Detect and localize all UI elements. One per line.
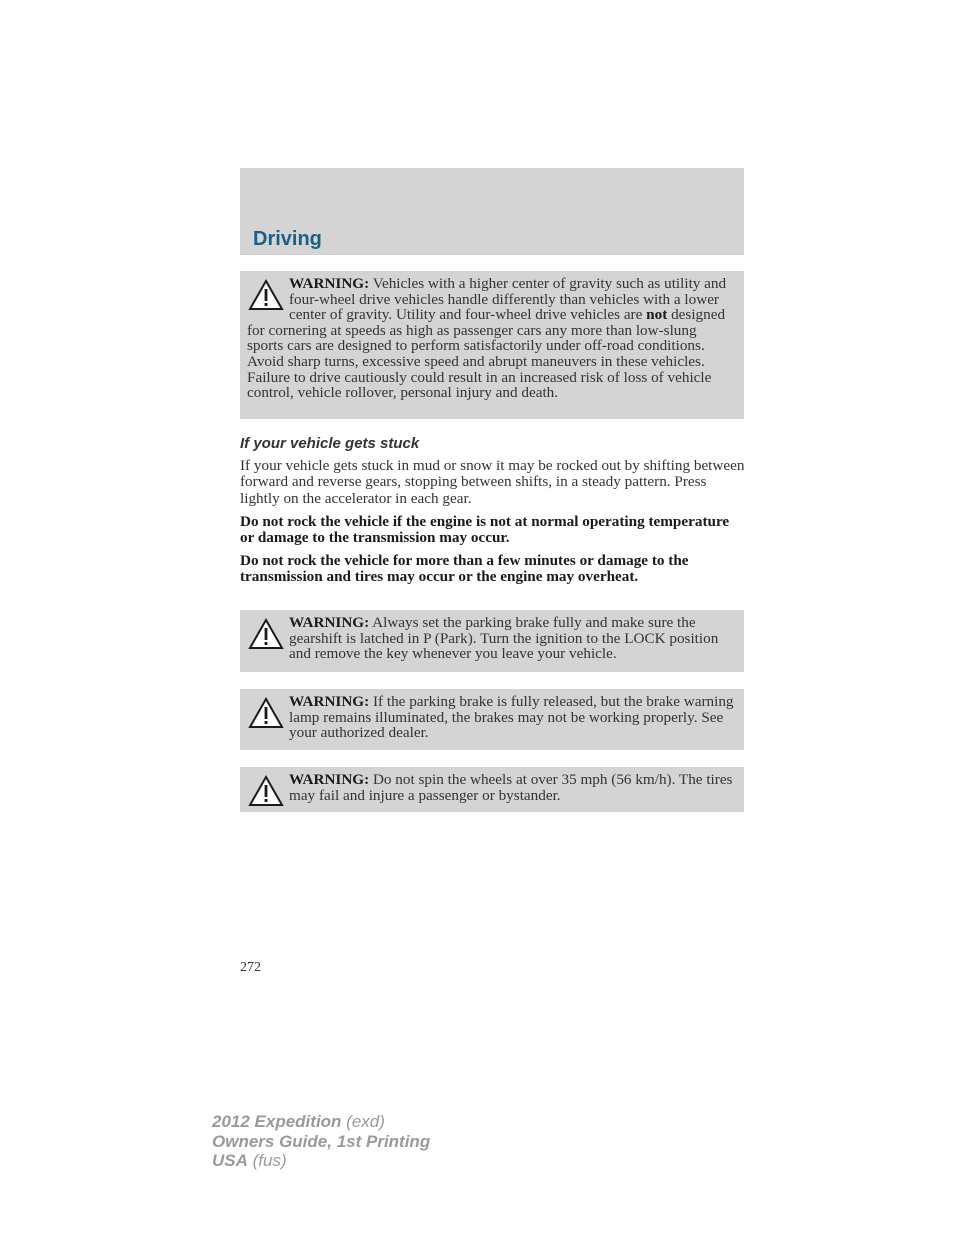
document-footer xyxy=(212,1112,430,1171)
warning-emphasis: not xyxy=(646,306,668,324)
warning-triangle-icon xyxy=(247,774,285,808)
footer-model-code: (exd) xyxy=(341,1112,385,1131)
footer-line-2: Owners Guide, 1st Printing xyxy=(212,1131,431,1151)
warning-triangle-icon xyxy=(247,617,285,651)
footer-market: USA xyxy=(212,1151,248,1170)
footer-model: 2012 Expedition xyxy=(212,1112,342,1131)
warning-text: designed for cornering at speeds as high as passenger cars any more than low-slung sports cars are designed to perform satisfactorily under off-road conditions. Avoid sharp turns, excessive speed and abrupt maneuvers in these vehicles. Failure to drive cautiously could result in an increased risk of loss of vehicle control, vehicle rollover, personal injury and death. xyxy=(247,306,726,402)
warning-text: Do not spin the wheels at over 35 mph (56 km/h). The tires may fail and injure a passenger or bystander. xyxy=(289,771,733,804)
warning-triangle-icon xyxy=(247,696,285,730)
warning-label: WARNING: xyxy=(289,693,370,710)
warning-label: WARNING: xyxy=(289,275,370,292)
warning-box-1 xyxy=(240,271,744,419)
warning-label: WARNING: xyxy=(289,771,370,788)
bold-caution-2: Do not rock the vehicle for more than a few minutes or damage to the transmission and tires may occur or the engine may overheat. xyxy=(240,552,689,586)
warning-text: Always set the parking brake fully and make sure the gearshift is latched in P (Park). Turn the ignition to the LOCK position and remove the key whenever you leave your vehicle. xyxy=(289,614,719,663)
warning-text: If the parking brake is fully released, but the brake warning lamp remains illuminated, the brakes may not be working properly. See your authorized dealer. xyxy=(289,693,734,742)
footer-market-code: (fus) xyxy=(247,1151,287,1170)
warning-text: Vehicles with a higher center of gravity such as utility and four-wheel drive vehicles handle differently than vehicles with a lower center of gravity. Utility and four-wheel drive vehicles are xyxy=(289,275,727,324)
warning-label: WARNING: xyxy=(289,614,370,631)
footer-line-1 xyxy=(212,1112,430,1132)
warning-box-2 xyxy=(240,610,744,672)
section-title: Driving xyxy=(253,228,322,250)
page-number: 272 xyxy=(240,960,261,975)
footer-line-3 xyxy=(212,1151,430,1171)
warning-box-4 xyxy=(240,767,744,812)
bold-caution-1: Do not rock the vehicle if the engine is not at normal operating temperature or damage to the transmission may occur. xyxy=(240,513,730,547)
subsection-heading: If your vehicle gets stuck xyxy=(240,435,420,452)
body-paragraph: If your vehicle gets stuck in mud or snow it may be rocked out by shifting between forward and reverse gears, stopping between shifts, in a steady pattern. Press lightly on the accelerator in each gear. xyxy=(240,457,745,507)
warning-box-3 xyxy=(240,689,744,750)
warning-triangle-icon xyxy=(247,278,285,312)
section-header-bar xyxy=(240,168,744,255)
